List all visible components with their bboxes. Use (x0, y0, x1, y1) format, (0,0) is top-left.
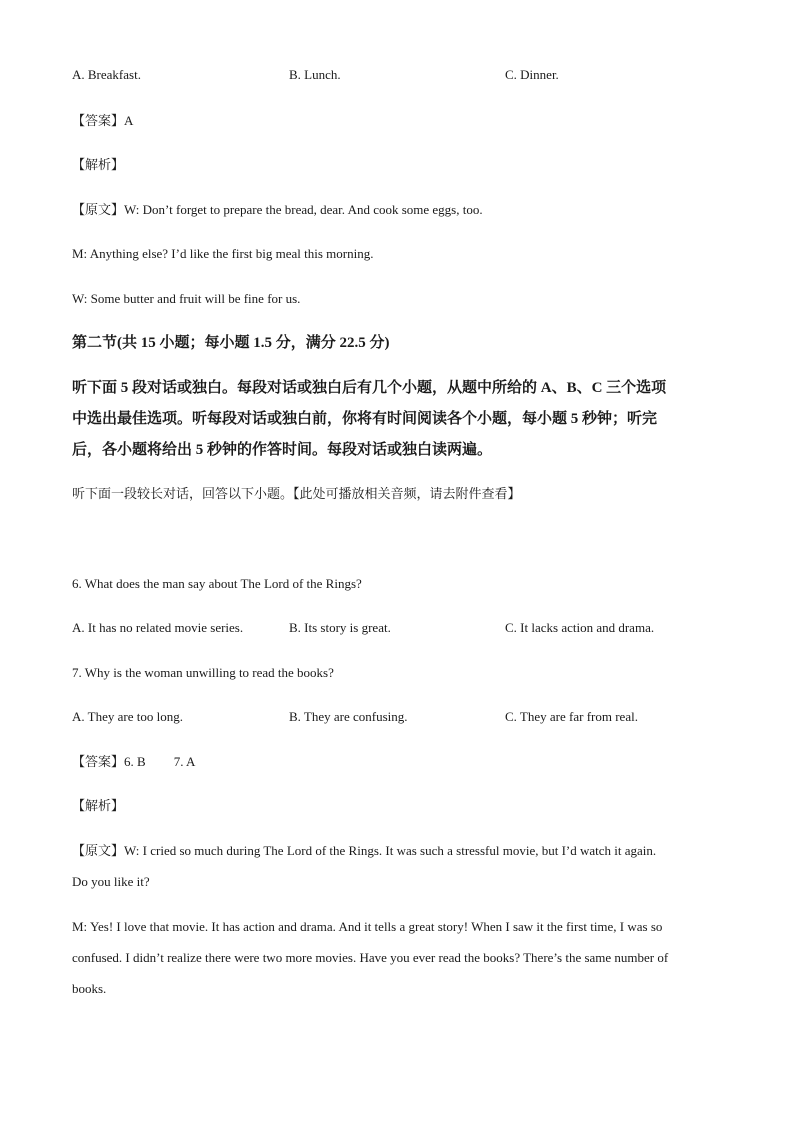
q7-question: 7. Why is the woman unwilling to read the books? (72, 665, 334, 680)
q7-option-a: A. They are too long. (72, 709, 183, 724)
q5-transcript-line-2: M: Anything else? I’d like the first big meal this morning. (72, 246, 374, 261)
q6-option-a: A. It has no related movie series. (72, 620, 244, 635)
q5-analysis-label: 【解析】 (72, 157, 125, 172)
q5-transcript-line-3: W: Some butter and fruit will be fine for us. (72, 291, 301, 306)
q6-option-b: B. Its story is great. (289, 620, 391, 635)
instruction-line-3: 后，各小题将给出 5 秒钟的作答时间。每段对话或独白读两遍。 (72, 442, 493, 458)
transcript-line-1: 【原文】W: I cried so much during The Lord of the Rings. It was such a stressful movie, but I’d watch it again. (72, 843, 657, 858)
answers-6-7 (72, 753, 722, 771)
q7-option-c: C. They are far from real. (505, 709, 638, 724)
q6-option-c: C. It lacks action and drama. (505, 620, 655, 635)
answer-q6: 6. B (124, 754, 146, 769)
section-title: 第二节(共 15 小题；每小题 1.5 分，满分 22.5 分) (72, 335, 390, 351)
transcript-line-2: Do you like it? (72, 874, 150, 889)
q5-option-b: B. Lunch. (289, 67, 341, 82)
q5-transcript-line-1: 【原文】W: Don’t forget to prepare the bread, dear. And cook some eggs, too. (72, 202, 483, 217)
instruction-line-1: 听下面 5 段对话或独白。每段对话或独白后有几个小题，从题中所给的 A、B、C 三个选项 (72, 380, 667, 396)
q5-option-c: C. Dinner. (505, 67, 559, 82)
analysis-6-7-label: 【解析】 (72, 798, 125, 813)
audio-note: 听下面一段较长对话，回答以下小题。【此处可播放相关音频，请去附件查看】 (72, 486, 521, 501)
transcript-line-5: books. (72, 981, 107, 996)
answer-label: 【答案】 (72, 754, 125, 769)
transcript-line-3: M: Yes! I love that movie. It has action and drama. And it tells a great story! When I saw it the first time, I was so (72, 919, 663, 934)
instruction-line-2: 中选出最佳选项。听每段对话或独白前，你将有时间阅读各个小题，每小题 5 秒钟；听完 (72, 411, 658, 427)
q5-answer: 【答案】A (72, 113, 134, 128)
q6-question: 6. What does the man say about The Lord of the Rings? (72, 576, 362, 591)
answer-q7: 7. A (173, 754, 196, 769)
q7-option-b: B. They are confusing. (289, 709, 408, 724)
transcript-line-4: confused. I didn’t realize there were two more movies. Have you ever read the books? There’s the same number of (72, 950, 669, 965)
q5-option-a: A. Breakfast. (72, 67, 141, 82)
